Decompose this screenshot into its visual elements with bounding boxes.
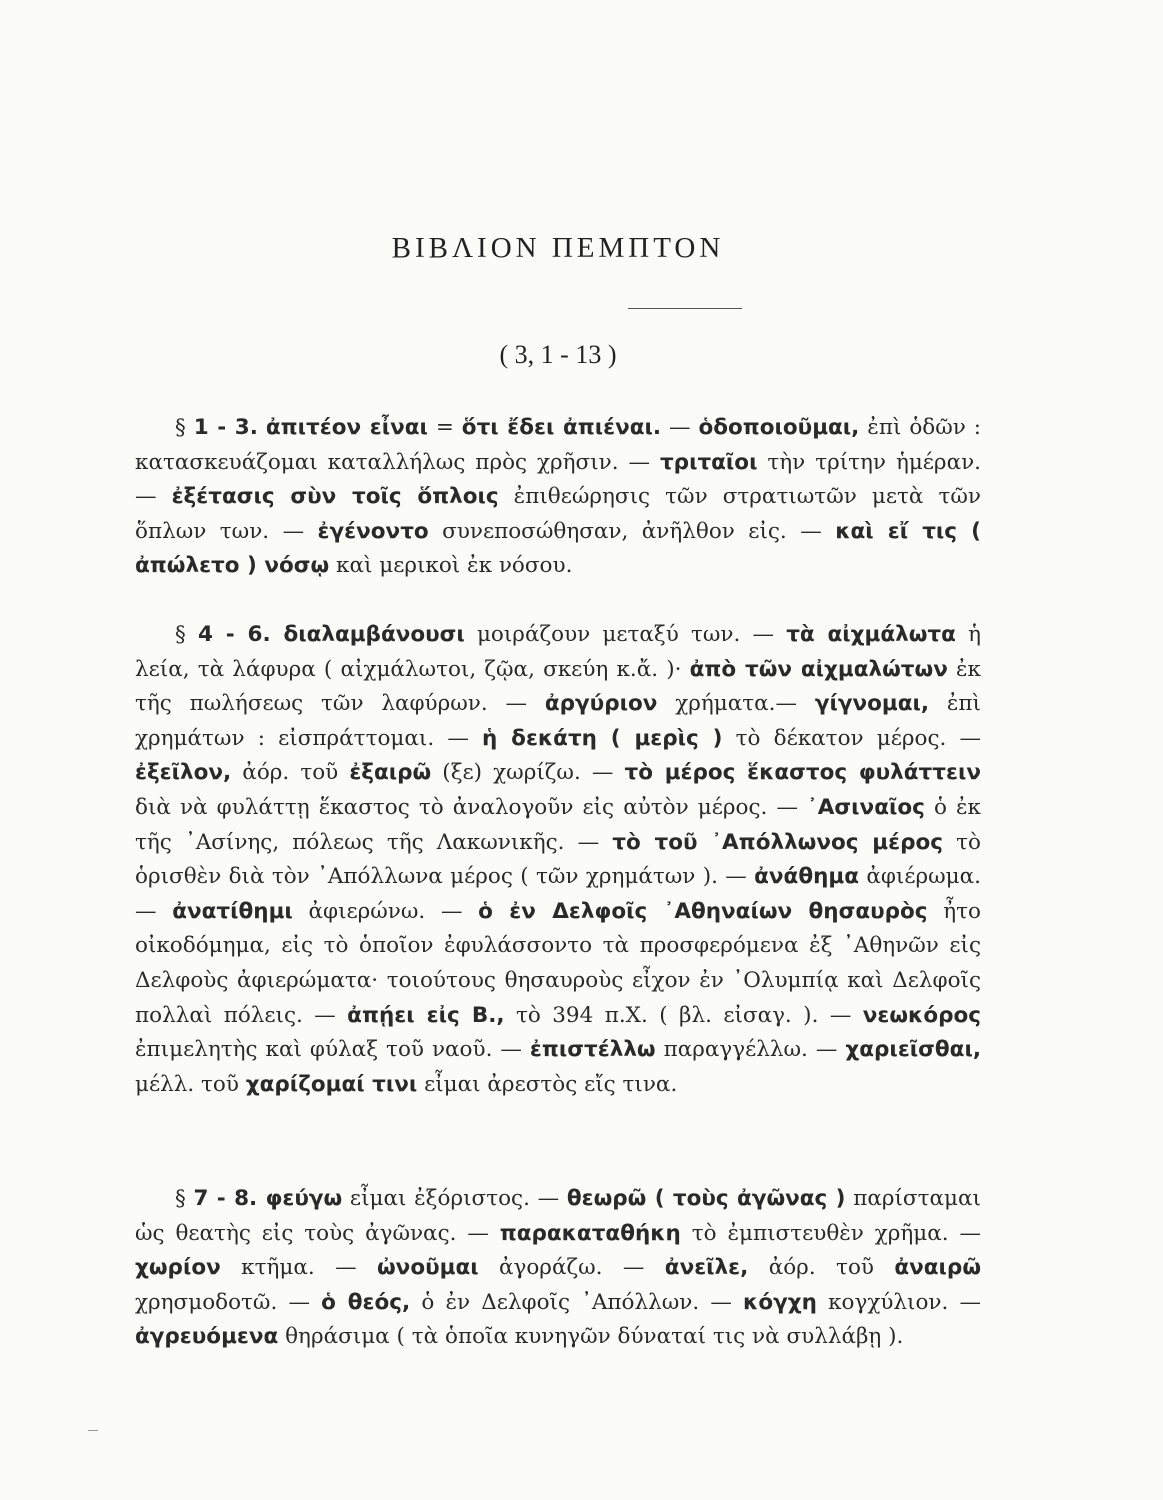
chapter-title: ΒΙΒΛΙΟΝ ΠΕΜΠΤΟΝ [391, 232, 725, 264]
headword: ὁδοποιοῦμαι, [698, 415, 860, 440]
headword: ἀπιτέον εἶναι [265, 415, 428, 440]
gloss-text: τὸ δέκατον μέρος. — [722, 725, 982, 751]
headword: κόγχη [743, 1289, 817, 1315]
gloss-text: καὶ μερικοὶ ἐκ νόσου. [329, 553, 573, 579]
headword: ἀγρευόμενα [135, 1324, 279, 1350]
gloss-text: ὁ ἐκ τῆς ᾿Ασίνης, πόλεως τῆς Λακωνικῆς. — [135, 794, 981, 855]
gloss-text: εἶμαι ἐξόριστος. — [342, 1186, 567, 1211]
headword: γίγνομαι, [814, 691, 930, 717]
gloss-text: συνεποσώθησαν, ἀνῆλθον εἰς. — [428, 518, 836, 544]
margin-mark [88, 1430, 98, 1431]
headword: ἀναιρῶ [894, 1255, 981, 1281]
gloss-text: τὸ ὁρισθὲν διὰ τὸν ᾿Απόλλωνα μέρος ( τῶν χρημάτων ). — [135, 829, 981, 890]
gloss-text [258, 415, 266, 440]
headword: ὅτι ἔδει ἀπιέναι. [461, 415, 662, 440]
gloss-text: § [175, 622, 198, 647]
gloss-text: ἀφιερώνω. — [292, 898, 479, 924]
document-page [135, 0, 981, 1500]
headword: ἀνατίθημι [172, 898, 293, 924]
gloss-text: ἡ λεία, τὰ λάφυρα ( αἰχμάλωτοι, ζῷα, σκεύη κ.ἄ. )· [135, 622, 981, 682]
headword: τὸ μέρος ἕκαστος φυλάττειν [624, 760, 981, 786]
gloss-text: ἀγοράζω. — [478, 1255, 665, 1281]
headword: ἀνεῖλε, [664, 1255, 749, 1281]
headword: ἀνάθημα [754, 864, 859, 890]
gloss-text: χρησμοδοτῶ. — [135, 1289, 322, 1315]
headword: ἐξέτασις σὺν τοῖς ὅπλοις [171, 484, 499, 510]
headword: νεωκόρος [862, 1002, 981, 1028]
headword: ὁ θεός, [321, 1289, 411, 1315]
headword: παρακαταθήκη [499, 1220, 681, 1246]
gloss-text: ἀόρ. τοῦ [231, 760, 350, 786]
gloss-text: ὁ ἐν Δελφοῖς ᾿Απόλλων. — [410, 1289, 744, 1315]
headword: καὶ εἴ τις ( ἀπώλετο ) νόσῳ [135, 518, 981, 579]
chapter-range: ( 3, 1 - 13 ) [499, 340, 617, 369]
headword: τριταῖοι [659, 449, 758, 475]
gloss-text: — [661, 415, 699, 440]
gloss-text: κογχύλιον. — [816, 1289, 981, 1315]
headword: ὁ ἐν Δελφοῖς ᾿Αθηναίων θησαυρὸς [478, 898, 928, 924]
headword: τὰ αἰχμάλωτα [786, 622, 956, 647]
gloss-text: ἐπιμελητὴς καὶ φύλαξ τοῦ ναοῦ. — [135, 1037, 530, 1063]
gloss-text: ἐπὶ ὁδῶν : κατασκευάζομαι καταλλήλως πρὸς χρῆσιν. — [135, 415, 982, 475]
gloss-text: εἶμαι ἀρεστὸς εἴς τινα. [417, 1071, 678, 1097]
headword: 4 - 6. διαλαμβάνουσι [197, 622, 465, 647]
gloss-text: μοιράζουν μεταξύ των. — [464, 622, 787, 647]
headword: χαριεῖσθαι, [845, 1037, 981, 1063]
gloss-text: (ξε) χωρίζω. — [431, 760, 625, 786]
gloss-text: ἀόρ. τοῦ [748, 1255, 895, 1281]
gloss-text: § [175, 1186, 194, 1211]
headword: θεωρῶ ( τοὺς ἀγῶνας ) [566, 1186, 846, 1211]
gloss-text: ἐπιθεώρησις τῶν στρατιωτῶν μετὰ τῶν ὅπλων των. — [135, 484, 981, 544]
headword: ἀργύριον [544, 691, 658, 717]
gloss-text: ἐκ τῆς πωλήσεως τῶν λαφύρων. — [135, 656, 981, 717]
headword: ὠνοῦμαι [377, 1255, 479, 1281]
headword: χωρίον [135, 1255, 221, 1281]
paragraph-1 [135, 411, 981, 584]
gloss-text: ἦτο οἰκοδόμημα, εἰς τὸ ὁποῖον ἐφυλάσσοντο τὰ προσφερόμενα ἐξ ᾿Αθηνῶν εἰς Δελφοὺς ἀφιερώματα· τοιούτους θησαυροὺς εἶχον ἐν ᾿Ολυμπίᾳ καὶ Δελφοῖς πολλαὶ πόλεις. — [135, 898, 981, 1028]
headword: τὸ τοῦ ᾿Απόλλωνος μέρος [612, 829, 943, 855]
headword: ἡ δεκάτη ( μερὶς ) [482, 725, 723, 751]
paragraph-3 [135, 1182, 981, 1355]
headword: ἐπιστέλλω [529, 1037, 656, 1063]
gloss-text: § [175, 415, 194, 440]
headword: 7 - 8. φεύγω [193, 1186, 343, 1211]
headword: χαρίζομαί τινι [245, 1071, 418, 1097]
gloss-text: κτῆμα. — [220, 1255, 377, 1281]
gloss-text: ἀφιέρωμα. — [135, 864, 981, 924]
headword: ἀπῄει εἰς Β., [347, 1002, 505, 1028]
headword: ἐγένοντο [317, 518, 429, 544]
headword: ἀπὸ τῶν αἰχμαλώτων [689, 656, 948, 682]
gloss-text: ἐπὶ χρημάτων : εἰσπράττομαι. — [135, 691, 981, 751]
headword: ἐξαιρῶ [349, 760, 432, 786]
headword: ἐξεῖλον, [135, 760, 232, 786]
gloss-text: = [427, 415, 462, 440]
title-divider [628, 308, 742, 309]
headword: ᾿Ασιναῖος [807, 794, 925, 820]
gloss-text: μέλλ. τοῦ [135, 1071, 246, 1097]
gloss-text: τὸ 394 π.Χ. ( βλ. εἰσαγ. ). — [504, 1002, 863, 1028]
gloss-text: θηράσιμα ( τὰ ὁποῖα κυνηγῶν δύναταί τις νὰ συλλάβῃ ). [278, 1324, 904, 1350]
gloss-text: διὰ νὰ φυλάττῃ ἕκαστος τὸ ἀναλογοῦν εἰς αὐτὸν μέρος. — [135, 794, 808, 820]
gloss-text: χρήματα.— [657, 691, 815, 717]
headword: 1 - 3. [193, 415, 258, 440]
gloss-text: τὸ ἐμπιστευθὲν χρῆμα. — [680, 1220, 982, 1246]
gloss-text: τὴν τρίτην ἡμέραν. — [135, 449, 981, 510]
gloss-text: παρίσταμαι ὡς θεατὴς εἰς τοὺς ἀγῶνας. — [135, 1186, 981, 1246]
paragraph-2 [135, 618, 981, 1102]
gloss-text: παραγγέλλω. — [655, 1037, 846, 1063]
